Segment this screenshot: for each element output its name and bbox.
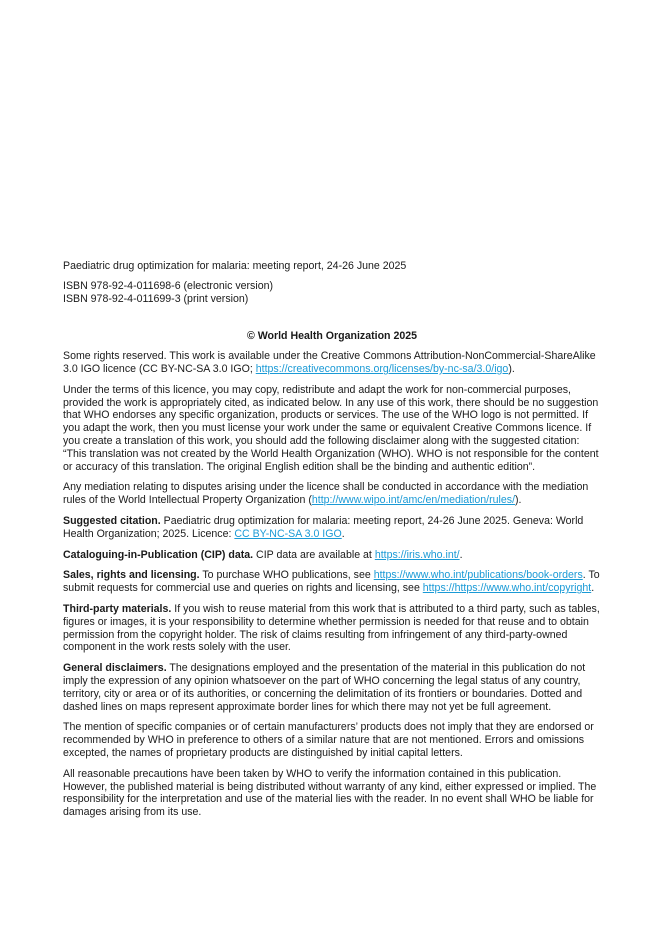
- wipo-mediation-link[interactable]: http://www.wipo.int/amc/en/mediation/rules/: [311, 494, 516, 507]
- suggested-citation-heading: Suggested citation.: [63, 514, 161, 527]
- copyright-notice: © World Health Organization 2025: [246, 330, 418, 343]
- general-disclaimers-heading: General disclaimers.: [63, 662, 167, 675]
- creative-commons-link[interactable]: https://creativecommons.org/licenses/by-nc-sa/3.0/igo: [255, 362, 509, 375]
- third-party-paragraph: Third-party materials. If you wish to reuse material from this work that is attributed to a third party, such as tables, figures or images, it is your responsibility to determine whether permission is needed for that reuse and to obtain permission from the copyright holder. The risk of claims resulting from infringement of any third-party-owned component in the work rests solely with the user.: [63, 602, 600, 654]
- cip-heading: Cataloguing-in-Publication (CIP) data.: [63, 548, 254, 561]
- copyright-page: [63, 260, 601, 827]
- rights-paragraph: Some rights reserved. This work is available under the Creative Commons Attribution-NonCommercial-ShareAlike 3.0 IGO licence (CC BY-NC-SA 3.0 IGO; https://creativecommons.org/licenses/by-nc-sa/3.0/igo).: [63, 350, 596, 375]
- document-title: Paediatric drug optimization for malaria: meeting report, 24-26 June 2025: [63, 260, 407, 272]
- cip-paragraph: Cataloguing-in-Publication (CIP) data. CIP data are available at https://iris.who.int/.: [63, 548, 463, 561]
- iris-link[interactable]: https://iris.who.int/: [374, 548, 460, 561]
- mediation-paragraph: Any mediation relating to disputes arising under the licence shall be conducted in accordance with the mediation rules of the World Intellectual Property Organization (http://www.wipo.int/amc/en/mediation/rules/).: [63, 481, 589, 507]
- isbn-electronic: ISBN 978-92-4-011698-6 (electronic version): [63, 279, 274, 292]
- suggested-citation-paragraph: Suggested citation. Paediatric drug optimization for malaria: meeting report, 24-26 June 2025. Geneva: World Health Organization; 2025. Licence: CC BY-NC-SA 3.0 IGO.: [63, 514, 584, 540]
- general-disclaimers-paragraph: General disclaimers. The designations employed and the presentation of the material in this publication do not imply the expression of any opinion whatsoever on the part of WHO concerning the legal status of any country, territory, city or area or of its authorities, or concerning the delimitation of its frontiers or boundaries. Dotted and dashed lines on maps represent approximate border lines for which there may not yet be full agreement.: [63, 662, 586, 713]
- isbn-block: [63, 280, 601, 306]
- sales-heading: Sales, rights and licensing.: [63, 569, 200, 582]
- isbn-print: ISBN 978-92-4-011699-3 (print version): [63, 292, 249, 305]
- precautions-paragraph: All reasonable precautions have been taken by WHO to verify the information contained in this publication. However, the published material is being distributed without warranty of any kind, either expressed or implied. The responsibility for the interpretation and use of the material lies with the reader. In no event shall WHO be liable for damages arising from its use.: [63, 767, 597, 819]
- third-party-heading: Third-party materials.: [63, 602, 172, 615]
- book-orders-link[interactable]: https://www.who.int/publications/book-orders: [373, 569, 583, 582]
- sales-paragraph: Sales, rights and licensing. To purchase WHO publications, see https://www.who.int/publications/book-orders. To submit requests for commercial use and queries on rights and licensing, see https://https://www.who.int/copyright.: [63, 569, 600, 595]
- licence-terms-paragraph: Under the terms of this licence, you may copy, redistribute and adapt the work for non-commercial purposes, provided the work is appropriately cited, as indicated below. In any use of this work, there should be no suggestion that WHO endorses any specific organization, products or services. The use of the WHO logo is not permitted. If you adapt the work, then you must license your work under the same or equivalent Creative Commons licence. If you create a translation of this work, you should add the following disclaimer along with the suggested citation: “This translation was not created by the World Health Organization (WHO). WHO is not responsible for the content or accuracy of this translation. The original English edition shall be the binding and authentic edition”.: [63, 383, 599, 473]
- copyright-link[interactable]: https://https://www.who.int/copyright: [422, 582, 592, 595]
- licence-link[interactable]: CC BY-NC-SA 3.0 IGO: [234, 527, 342, 540]
- companies-paragraph: The mention of specific companies or of certain manufacturers’ products does not imply that they are endorsed or recommended by WHO in preference to others of a similar nature that are not mentioned. Errors and omissions excepted, the names of proprietary products are distinguished by initial capital letters.: [63, 721, 594, 759]
